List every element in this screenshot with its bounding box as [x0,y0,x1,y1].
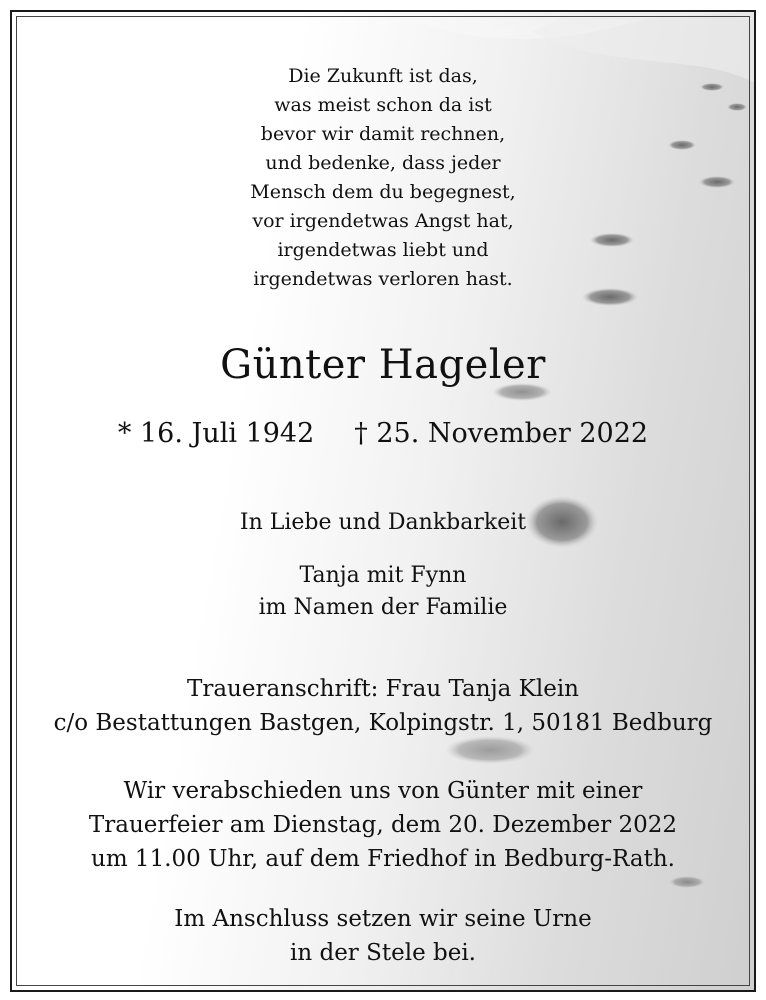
ceremony-details [12,774,754,876]
mourner-line: im Namen der Familie [258,595,508,620]
obituary-notice [10,10,756,992]
life-dates [12,418,754,449]
ceremony-line: Wir verabschieden uns von Günter mit einer [123,778,643,804]
poem [12,62,754,294]
urn-burial-note [12,902,754,970]
death-date: † 25. November 2022 [354,418,649,449]
poem-line: was meist schon da ist [274,94,492,116]
ceremony-line: um 11.00 Uhr, auf dem Friedhof in Bedburg-Rath. [91,846,675,872]
closing-text: In Liebe und Dankbarkeit [239,510,527,535]
address-line: Traueranschrift: Frau Tanja Klein [187,676,579,702]
deceased-name: Günter Hageler [220,342,546,388]
mourning-address [12,672,754,740]
poem-line: vor irgendetwas Angst hat, [252,210,514,232]
poem-line: irgendetwas verloren hast. [253,268,513,290]
mourners [12,560,754,624]
footprint [445,736,535,764]
birth-date: * 16. Juli 1942 [117,418,315,449]
poem-line: Die Zukunft ist das, [288,65,478,87]
urn-line: in der Stele bei. [289,940,476,966]
poem-line: irgendetwas liebt und [277,239,489,261]
urn-line: Im Anschluss setzen wir seine Urne [174,906,592,932]
poem-line: bevor wir damit rechnen, [260,123,506,145]
poem-line: Mensch dem du begegnest, [250,181,516,203]
address-line: c/o Bestattungen Bastgen, Kolpingstr. 1, 50181 Bedburg [53,710,713,736]
mourner-line: Tanja mit Fynn [299,563,467,588]
poem-line: und bedenke, dass jeder [265,152,501,174]
closing-phrase [12,507,754,539]
footprint [669,876,705,888]
ceremony-line: Trauerfeier am Dienstag, dem 20. Dezember 2022 [88,812,678,838]
